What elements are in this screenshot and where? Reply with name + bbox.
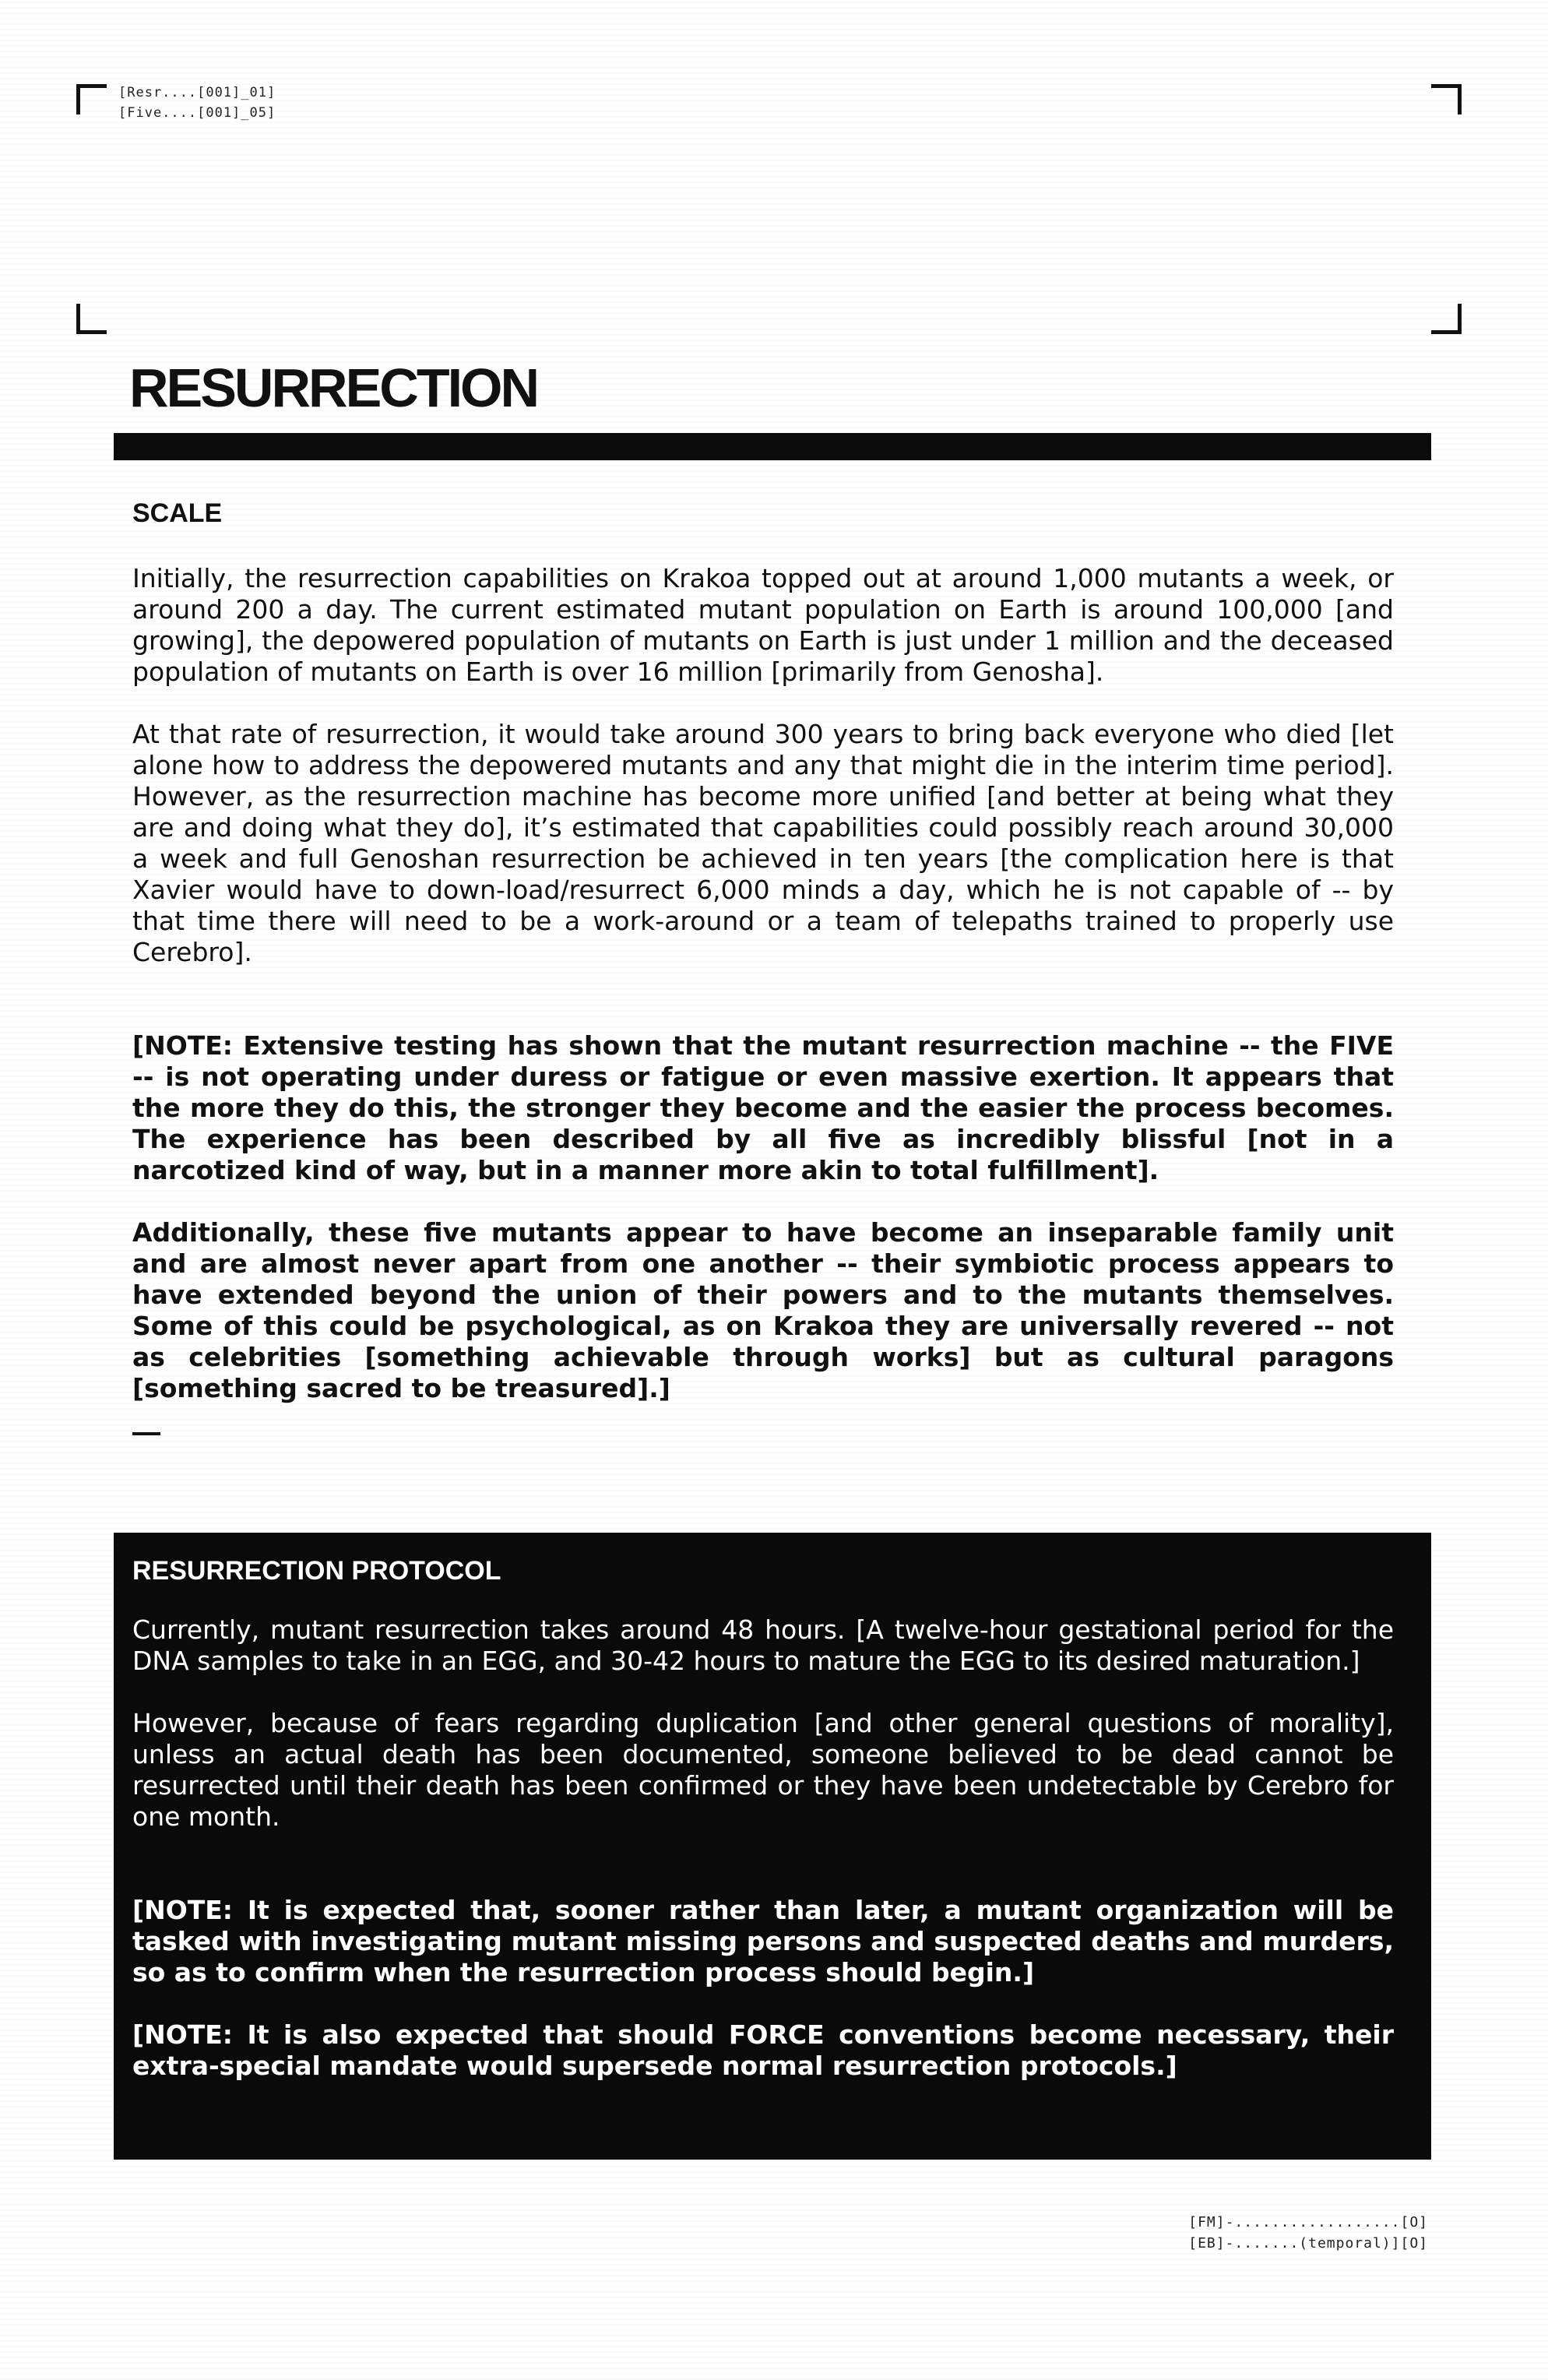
resurrection-protocol-panel <box>114 1533 1431 2160</box>
file-code: [Five....[001]_05] <box>118 105 276 121</box>
scale-heading: SCALE <box>132 498 223 528</box>
scale-note: [NOTE: Extensive testing has shown that the mutant resurrection machine -- the FIVE -- is not operating under duress or fatigue or even massive exertion. It appears that the more they do this, the stronger they become and the easier the process becomes. The experience has been described by all five as incredibly blissful [not in a narcotized kind of way, but in a manner more akin to total fulfillment]. <box>132 1030 1394 1185</box>
corner-bracket-bottom-right <box>1431 304 1462 334</box>
corner-bracket-top-right <box>1431 84 1462 114</box>
footer-code: [FM]-..................[O] <box>1188 2214 1428 2230</box>
protocol-heading: RESURRECTION PROTOCOL <box>132 1556 501 1586</box>
corner-bracket-bottom-left <box>76 304 107 334</box>
footer-code: [EB]-.......(temporal)][O] <box>1188 2235 1428 2251</box>
file-codes <box>118 83 276 123</box>
corner-bracket-top-left <box>76 84 107 114</box>
protocol-paragraph: However, because of fears regarding duplication [and other general questions of morality], unless an actual death has been documented, someone believed to be dead cannot be resurrected until their death has been confirmed or they have been undetectable by Cerebro for one month. <box>132 1708 1394 1832</box>
protocol-paragraph: Currently, mutant resurrection takes around 48 hours. [A twelve-hour gestational period for the DNA samples to take in an EGG, and 30-42 hours to mature the EGG to its desired maturation.] <box>132 1614 1394 1676</box>
page-title: RESURRECTION <box>129 357 538 418</box>
scale-paragraph: Initially, the resurrection capabilities on Krakoa topped out at around 1,000 mutants a week, or around 200 a day. The current estimated mutant population on Earth is around 100,000 [and growing], the depowered population of mutants on Earth is just under 1 million and the deceased population of mutants on Earth is over 16 million [primarily from Genosha]. <box>132 563 1394 687</box>
scale-section <box>132 498 1394 1435</box>
protocol-note: [NOTE: It is also expected that should FORCE conventions become necessary, their extra-special mandate would supersede normal resurrection protocols.] <box>132 2019 1394 2081</box>
section-divider-dash <box>132 1432 160 1435</box>
title-underline-bar <box>114 433 1431 460</box>
file-code: [Resr....[001]_01] <box>118 85 276 100</box>
scale-paragraph: At that rate of resurrection, it would take around 300 years to bring back everyone who died [let alone how to address the depowered mutants and any that might die in the interim time period]. However, as the resurrection machine has become more unified [and better at being what they are and doing what they do], it’s estimated that capabilities could possibly reach around 30,000 a week and full Genoshan resurrection be achieved in ten years [the complication here is that Xavier would have to down-load/resurrect 6,000 minds a day, which he is not capable of -- by that time there will need to be a work-around or a team of telepaths trained to properly use Cerebro]. <box>132 719 1394 967</box>
footer-codes <box>1188 2212 1428 2254</box>
scale-note: Additionally, these five mutants appear to have become an inseparable family unit and are almost never apart from one another -- their symbiotic process appears to have extended beyond the union of their powers and to the mutants themselves. Some of this could be psychological, as on Krakoa they are universally revered -- not as celebrities [something achievable through works] but as cultural paragons [something sacred to be treasured].] <box>132 1217 1394 1403</box>
protocol-note: [NOTE: It is expected that, sooner rather than later, a mutant organization will be tasked with investigating mutant missing persons and suspected deaths and murders, so as to confirm when the resurrection process should begin.] <box>132 1895 1394 1987</box>
